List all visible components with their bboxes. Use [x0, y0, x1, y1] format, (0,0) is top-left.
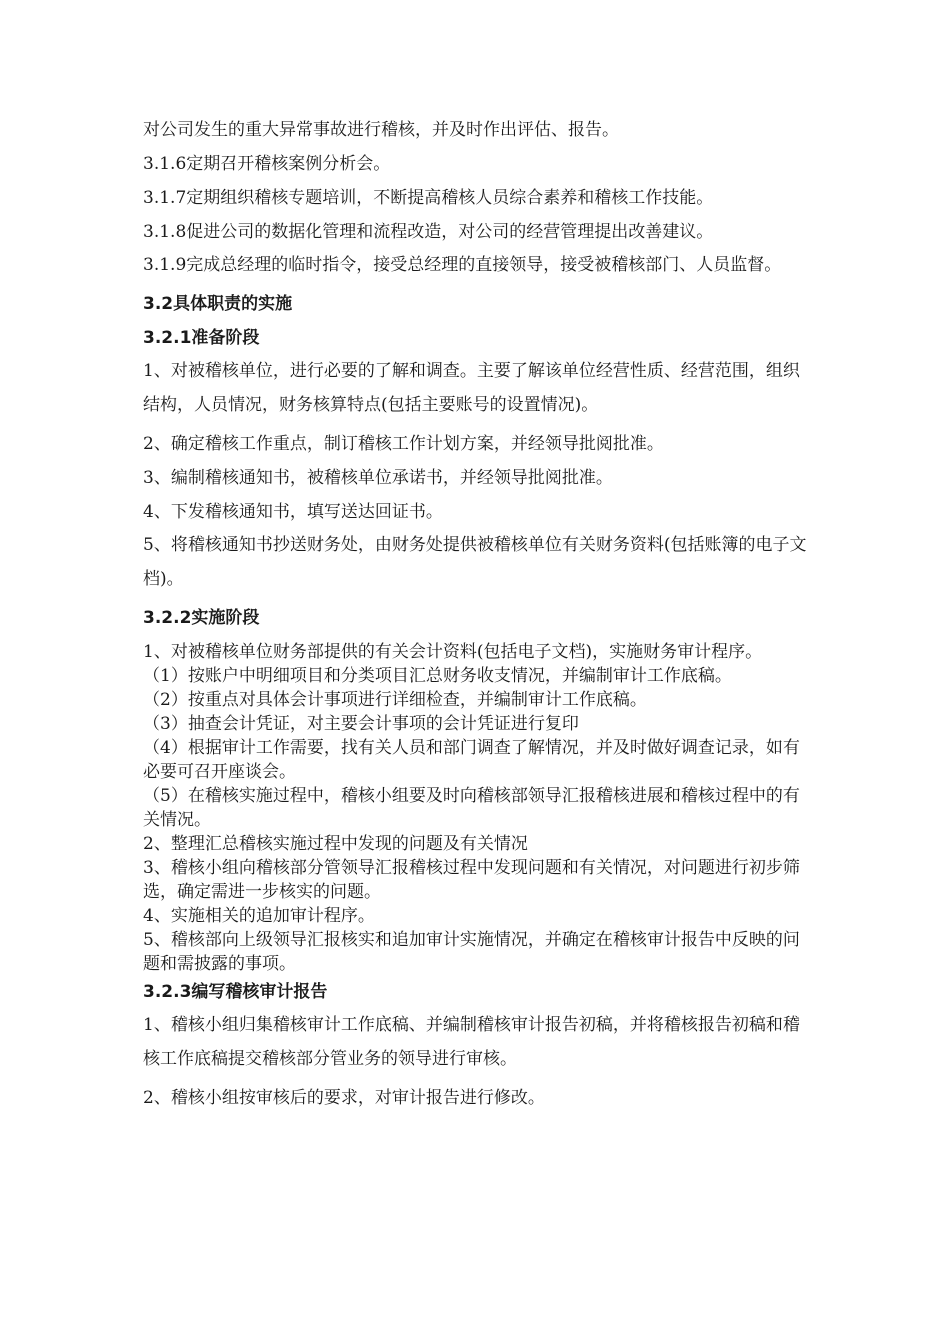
paragraph: 3.1.9完成总经理的临时指令，接受总经理的直接领导，接受被稽核部门、人员监督。: [143, 255, 782, 275]
list-item: （2）按重点对具体会计事项进行详细检查，并编制审计工作底稿。: [143, 690, 647, 710]
paragraph: 5、稽核部向上级领导汇报核实和追加审计实施情况，并确定在稽核审计报告中反映的问题和需披露的事项。: [143, 930, 800, 974]
paragraph: 3.1.8促进公司的数据化管理和流程改造，对公司的经营管理提出改善建议。: [143, 222, 714, 242]
subsection-heading: 3.2.3编写稽核审计报告: [143, 982, 328, 1002]
paragraph: 1、对被稽核单位，进行必要的了解和调查。主要了解该单位经营性质、经营范围，组织结构，人员情况，财务核算特点(包括主要账号的设置情况)。: [143, 361, 800, 415]
paragraph: 3、编制稽核通知书，被稽核单位承诺书，并经领导批阅批准。: [143, 468, 613, 488]
list-item: （5）在稽核实施过程中，稽核小组要及时向稽核部领导汇报稽核进展和稽核过程中的有关情况。: [143, 786, 800, 830]
paragraph: 2、稽核小组按审核后的要求，对审计报告进行修改。: [143, 1088, 545, 1108]
paragraph: 对公司发生的重大异常事故进行稽核，并及时作出评估、报告。: [143, 120, 619, 140]
paragraph: 3、稽核小组向稽核部分管领导汇报稽核过程中发现问题和有关情况，对问题进行初步筛选，确定需进一步核实的问题。: [143, 858, 800, 902]
list-item: （3）抽查会计凭证，对主要会计事项的会计凭证进行复印: [143, 714, 579, 734]
paragraph: 3.1.6定期召开稽核案例分析会。: [143, 154, 391, 174]
subsection-heading: 3.2.1准备阶段: [143, 328, 260, 348]
list-item: （1）按账户中明细项目和分类项目汇总财务收支情况，并编制审计工作底稿。: [143, 666, 732, 686]
paragraph: 1、对被稽核单位财务部提供的有关会计资料(包括电子文档)，实施财务审计程序。: [143, 642, 763, 662]
paragraph: 3.1.7定期组织稽核专题培训，不断提高稽核人员综合素养和稽核工作技能。: [143, 188, 714, 208]
paragraph: 5、将稽核通知书抄送财务处，由财务处提供被稽核单位有关财务资料(包括账簿的电子文档)。: [143, 535, 807, 589]
paragraph: 4、下发稽核通知书，填写送达回证书。: [143, 502, 443, 522]
list-item: （4）根据审计工作需要，找有关人员和部门调查了解情况，并及时做好调查记录，如有必要可召开座谈会。: [143, 738, 800, 782]
paragraph: 2、确定稽核工作重点，制订稽核工作计划方案，并经领导批阅批准。: [143, 434, 664, 454]
paragraph: 4、实施相关的追加审计程序。: [143, 906, 375, 926]
document-body: [143, 118, 811, 1120]
paragraph: 1、稽核小组归集稽核审计工作底稿、并编制稽核审计报告初稿，并将稽核报告初稿和稽核工作底稿提交稽核部分管业务的领导进行审核。: [143, 1015, 800, 1069]
subsection-heading: 3.2.2实施阶段: [143, 608, 260, 628]
paragraph: 2、整理汇总稽核实施过程中发现的问题及有关情况: [143, 834, 528, 854]
section-heading: 3.2具体职责的实施: [143, 294, 293, 314]
